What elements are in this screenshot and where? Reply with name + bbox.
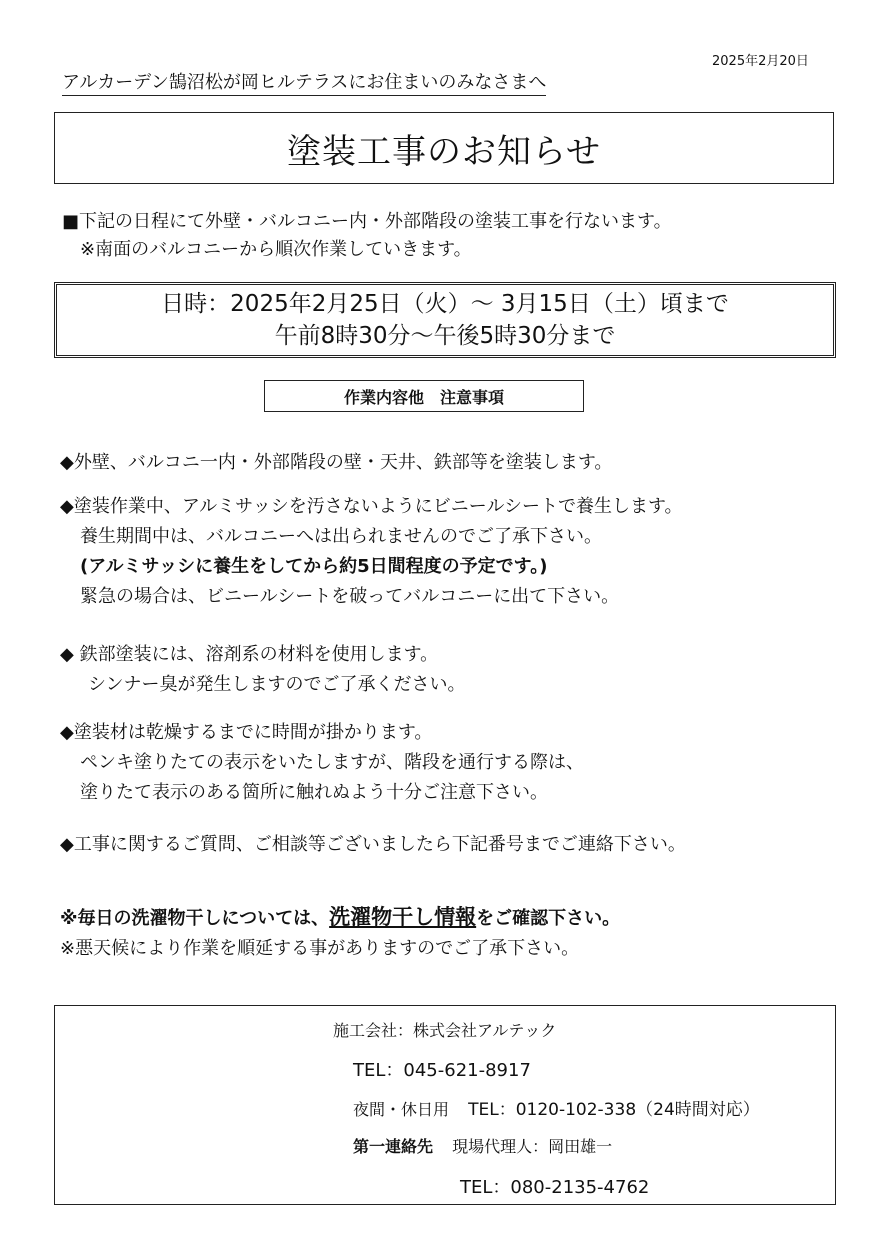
document-date: 2025年2月20日: [712, 54, 809, 69]
contractor-company: 施工会社：株式会社アルテック: [333, 1021, 557, 1040]
laundry-reminder-text: をご確認下さい。: [476, 908, 621, 929]
night-holiday-label: 夜間・休日用: [353, 1100, 450, 1119]
note-item-solvent: [60, 640, 466, 700]
night-holiday-contact: [353, 1095, 760, 1120]
note-item-sash-protection: [60, 492, 683, 612]
note-item-drying: [60, 718, 584, 808]
note-text: ◆ 鉄部塗装には、溶剤系の材料を使用します。: [60, 644, 439, 665]
schedule-date-range: 日時：2025年2月25日（火）～ 3月15日（土）頃まで: [161, 291, 729, 317]
contact-box: [54, 1005, 836, 1205]
title-box: [54, 112, 834, 184]
note-text: ◆工事に関するご質問、ご相談等ございましたら下記番号までご連絡下さい。: [60, 834, 686, 855]
intro-section: [62, 208, 672, 264]
laundry-reminder: [60, 902, 620, 934]
night-holiday-tel: TEL：0120-102-338（24時間対応）: [468, 1100, 760, 1120]
schedule-hours: 午前8時30分～午後5時30分まで: [274, 323, 616, 349]
addressee-line: アルカーデン鵠沼松が岡ヒルテラスにお住まいのみなさまへ: [62, 72, 546, 96]
note-text-emphasis: (アルミサッシに養生をしてから約5日間程度の予定です。): [80, 556, 548, 577]
note-item-inquiries: [60, 830, 686, 860]
notes-heading: 作業内容他 注意事項: [264, 380, 584, 412]
note-text: 養生期間中は、バルコニーへは出られませんのでご了承下さい。: [80, 526, 602, 547]
intro-line-2: ※南面のバルコニーから順次作業していきます。: [80, 239, 472, 260]
note-text: ◆外壁、バルコニ一内・外部階段の壁・天井、鉄部等を塗装します。: [60, 452, 613, 473]
reminders-section: [60, 902, 620, 964]
note-text: ◆塗装材は乾燥するまでに時間が掛かります。: [60, 722, 433, 743]
document-title: 塗装工事のお知らせ: [287, 131, 601, 172]
weather-reminder: ※悪天候により作業を順延する事がありますのでご了承下さい。: [60, 938, 580, 959]
laundry-reminder-text: ※毎日の洗濯物干しについては、: [60, 908, 330, 929]
note-text: シンナー臭が発生しますのでご了承ください。: [88, 674, 466, 695]
note-text: 塗りたて表示のある箇所に触れぬよう十分ご注意下さい。: [80, 782, 548, 803]
note-text: 緊急の場合は、ビニールシートを破ってバルコニーに出て下さい。: [80, 586, 620, 607]
note-item-painting-scope: [60, 448, 612, 478]
laundry-info-link[interactable]: 洗濯物干し情報: [329, 905, 477, 929]
primary-contact: [353, 1134, 612, 1157]
primary-contact-label: 第一連絡先: [353, 1137, 434, 1156]
note-text: ペンキ塗りたての表示をいたしますが、階段を通行する際は、: [80, 752, 584, 773]
contractor-tel: TEL：045-621-8917: [353, 1060, 531, 1081]
site-agent: 現場代理人：岡田雄一: [452, 1137, 613, 1156]
intro-line-1: ■下記の日程にて外壁・バルコニー内・外部階段の塗装工事を行ないます。: [62, 211, 672, 232]
site-agent-tel: TEL：080-2135-4762: [460, 1177, 650, 1198]
note-text: ◆塗装作業中、アルミサッシを汚さないようにビニールシートで養生します。: [60, 496, 683, 517]
schedule-box: [54, 282, 836, 358]
